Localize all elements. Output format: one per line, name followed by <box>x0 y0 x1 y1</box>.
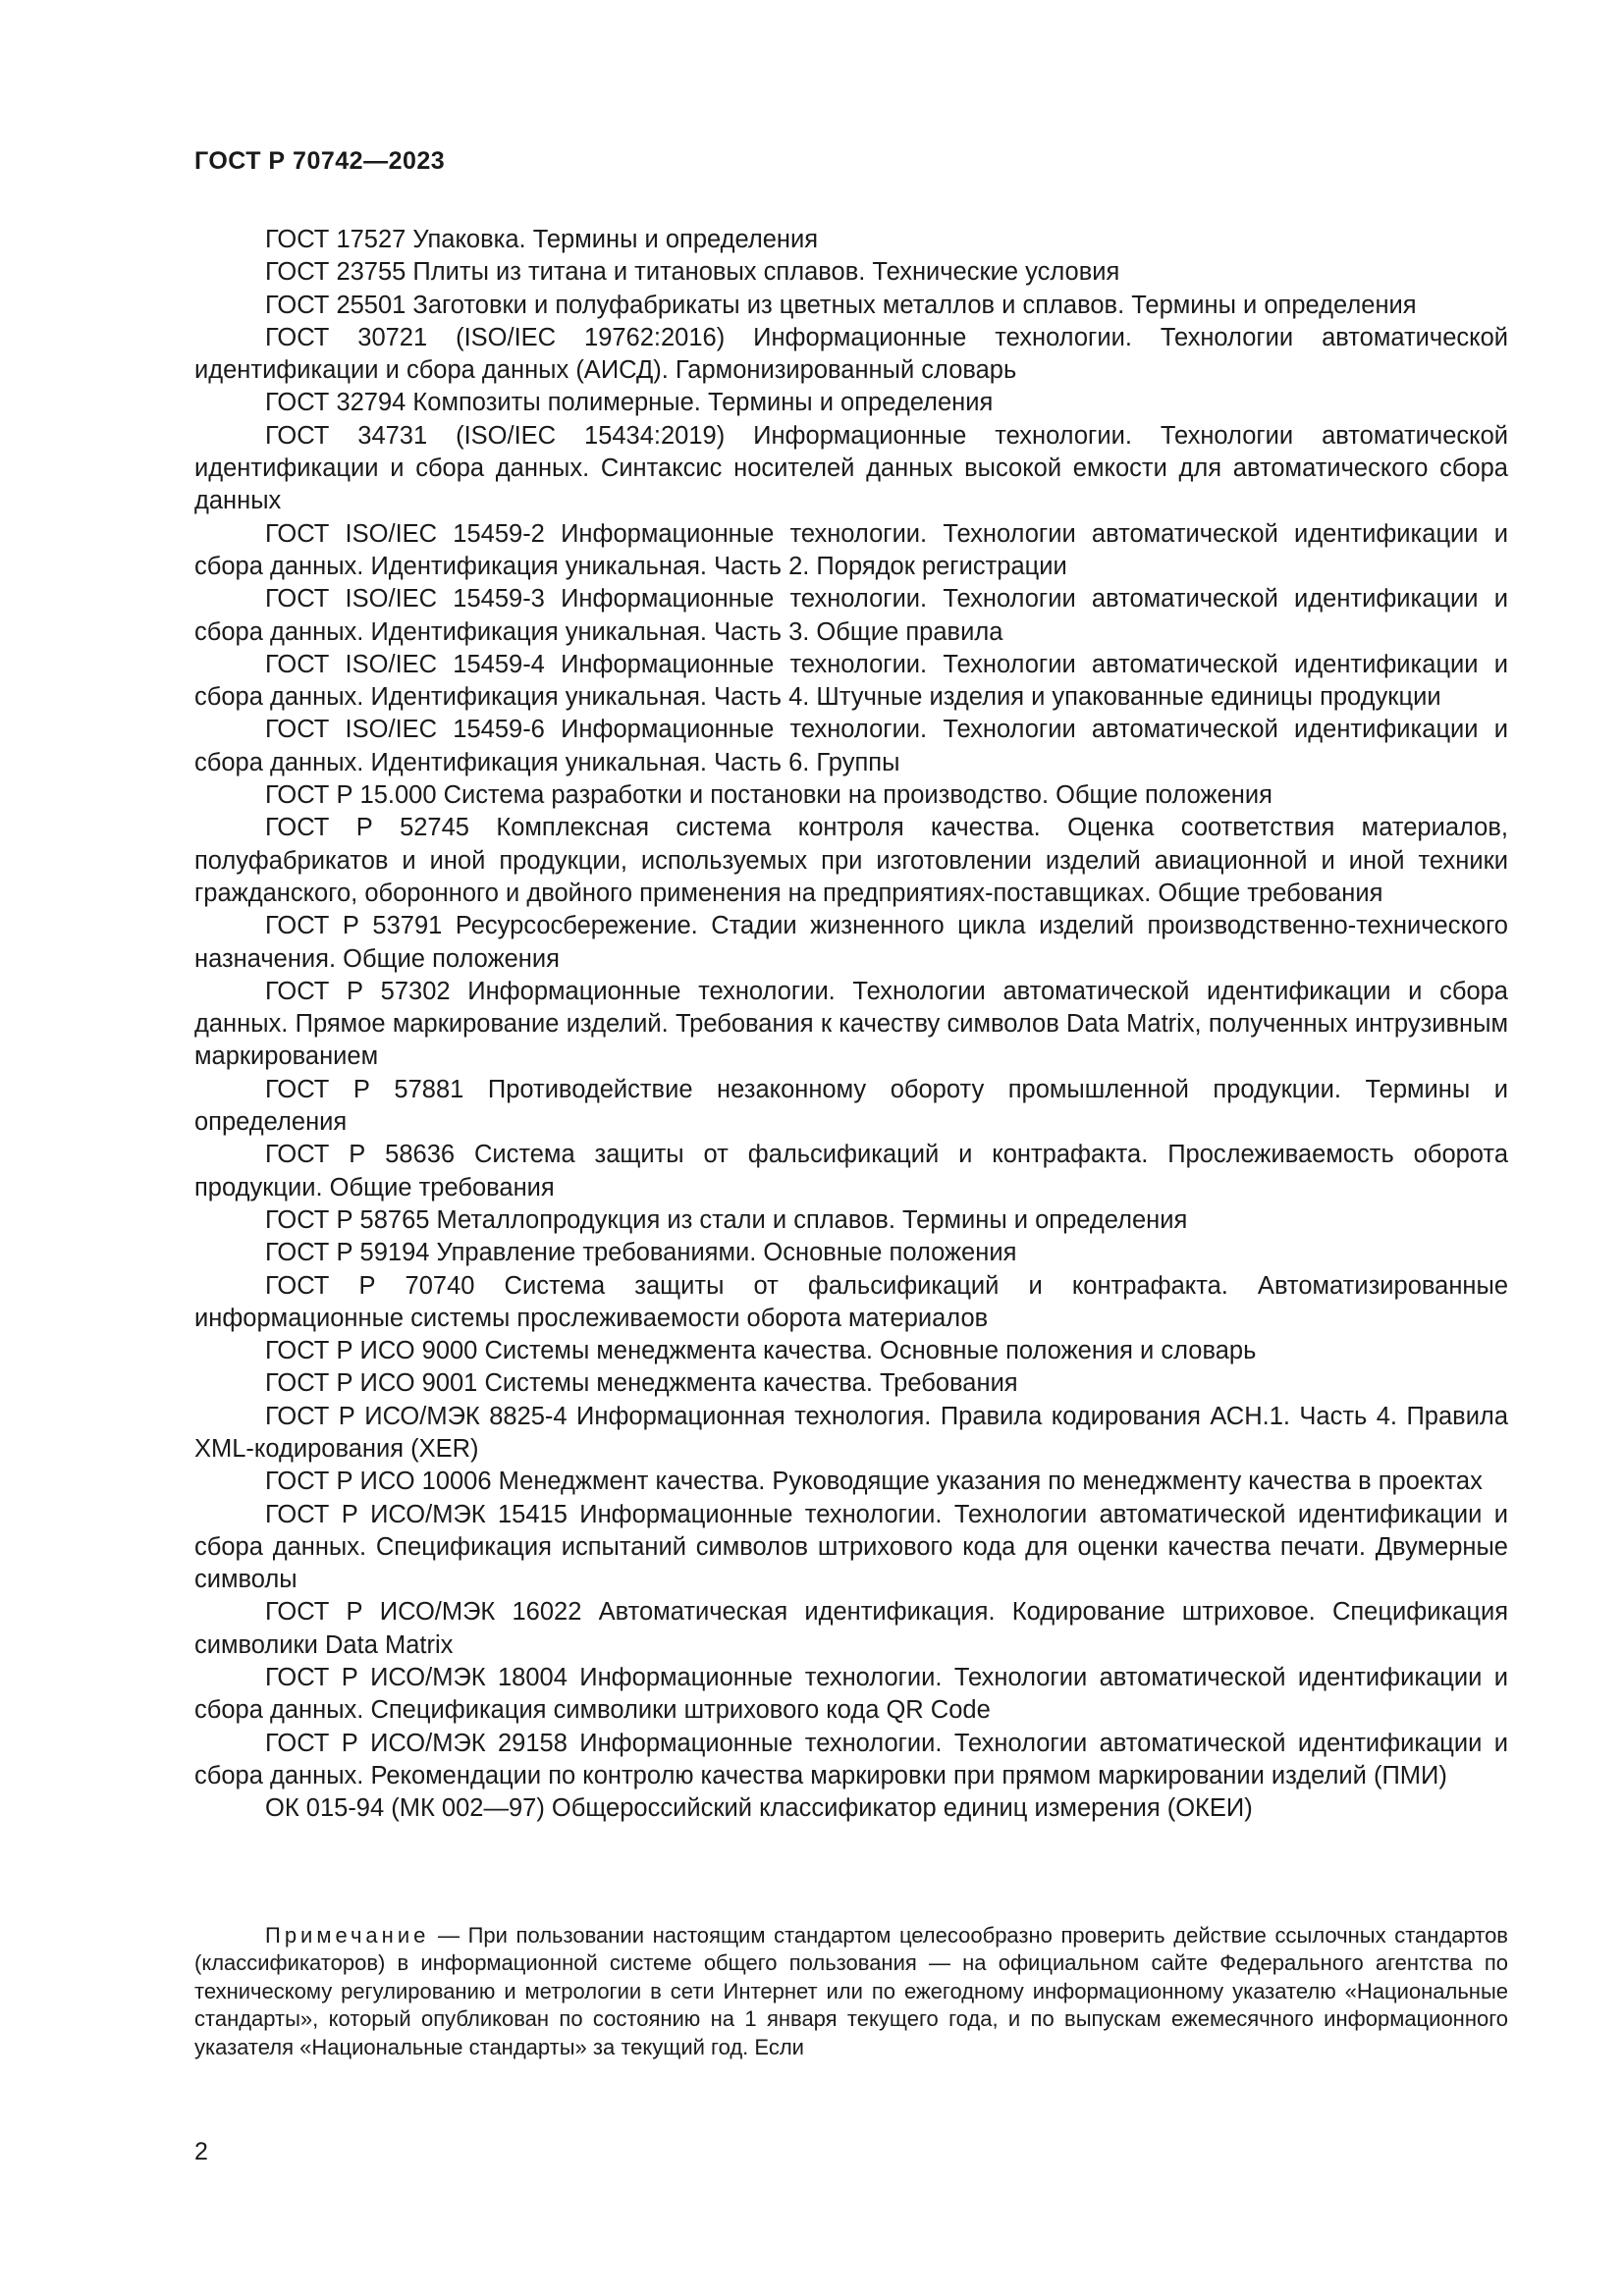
reference-item: ГОСТ Р ИСО 9001 Системы менеджмента качества. Требования <box>265 1369 1018 1398</box>
reference-item: ГОСТ Р 58636 Система защиты от фальсификаций и контрафакта. Прослеживаемость оборота продукции. Общие требования <box>194 1141 1508 1201</box>
reference-item: ГОСТ ISO/IEC 15459-4 Информационные технологии. Технологии автоматической идентификации и сбора данных. Идентификация уникальная. Часть 4. Штучные изделия и упакованные единицы продукции <box>194 650 1508 712</box>
reference-item: ГОСТ Р 52745 Комплексная система контроля качества. Оценка соответствия материалов, полуфабрикатов и иной продукции, используемых при изготовлении изделий авиационной и иной техники гражданского, оборонного и двойного применения на предприятиях-поставщиках. Общие требования <box>194 814 1508 907</box>
reference-item: ГОСТ 30721 (ISO/IEC 19762:2016) Информационные технологии. Технологии автоматической идентификации и сбора данных (АИСД). Гармонизированный словарь <box>194 323 1508 385</box>
reference-item: ГОСТ Р ИСО 10006 Менеджмент качества. Руководящие указания по менеджменту качества в проектах <box>265 1468 1483 1496</box>
reference-item: ГОСТ Р 57302 Информационные технологии. Технологии автоматической идентификации и сбора данных. Прямое маркирование изделий. Требования к качеству символов Data Matrix, полученных интрузивным маркированием <box>194 977 1508 1071</box>
document-header-code: ГОСТ Р 70742—2023 <box>194 147 446 175</box>
reference-item: ГОСТ 32794 Композиты полимерные. Термины и определения <box>265 389 994 417</box>
reference-item: ГОСТ Р ИСО/МЭК 16022 Автоматическая идентификация. Кодирование штриховое. Спецификация символики Data Matrix <box>194 1598 1508 1659</box>
note-paragraph <box>194 1922 1508 2061</box>
reference-item: ГОСТ Р ИСО/МЭК 8825-4 Информационная технология. Правила кодирования АСН.1. Часть 4. Правила XML-кодирования (XER) <box>194 1402 1508 1463</box>
reference-item: ГОСТ ISO/IEC 15459-6 Информационные технологии. Технологии автоматической идентификации и сбора данных. Идентификация уникальная. Часть 6. Группы <box>194 716 1508 776</box>
reference-item: ГОСТ Р ИСО 9000 Системы менеджмента качества. Основные положения и словарь <box>265 1337 1257 1365</box>
reference-item: ГОСТ ISO/IEC 15459-3 Информационные технологии. Технологии автоматической идентификации и сбора данных. Идентификация уникальная. Часть 3. Общие правила <box>194 585 1508 646</box>
reference-item: ГОСТ Р 59194 Управление требованиями. Основные положения <box>265 1239 1017 1267</box>
note-label: Примечание <box>265 1923 430 1948</box>
reference-item: ГОСТ Р 15.000 Система разработки и постановки на производство. Общие положения <box>265 781 1272 810</box>
reference-item: ГОСТ Р ИСО/МЭК 15415 Информационные технологии. Технологии автоматической идентификации и сбора данных. Спецификация испытаний символов штрихового кода для оценки качества печати. Двумерные символы <box>194 1500 1508 1594</box>
reference-item: ОК 015-94 (МК 002—97) Общероссийский классификатор единиц измерения (ОКЕИ) <box>265 1794 1253 1823</box>
page-number: 2 <box>194 2138 208 2165</box>
reference-item: ГОСТ 17527 Упаковка. Термины и определения <box>265 226 819 253</box>
reference-item: ГОСТ 25501 Заготовки и полуфабрикаты из цветных металлов и сплавов. Термины и определения <box>265 291 1417 319</box>
reference-item: ГОСТ Р ИСО/МЭК 29158 Информационные технологии. Технологии автоматической идентификации и сбора данных. Рекомендации по контролю качества маркировки при прямом маркировании изделий (ПМИ) <box>194 1729 1508 1789</box>
normative-references-list <box>194 224 1508 1826</box>
reference-item: ГОСТ 34731 (ISO/IEC 15434:2019) Информационные технологии. Технологии автоматической идентификации и сбора данных. Синтаксис носителей данных высокой емкости для автоматического сбора данных <box>194 421 1508 515</box>
reference-item: ГОСТ Р ИСО/МЭК 18004 Информационные технологии. Технологии автоматической идентификации и сбора данных. Спецификация символики штрихового кода QR Code <box>194 1664 1508 1725</box>
reference-item: ГОСТ Р 58765 Металлопродукция из стали и сплавов. Термины и определения <box>265 1205 1188 1234</box>
note-text: — При пользовании настоящим стандартом целесообразно проверить действие ссылочных стандартов (классификаторов) в информационной системе общего пользования — на официальном сайте Федерального агентства по техническому регулированию и метрологии в сети Интернет или по ежегодному информационному указателю «Национальные стандарты», который опубликован по состоянию на 1 января текущего года, и по выпускам ежемесячного информационного указателя «Национальные стандарты» за текущий год. Если <box>194 1923 1508 2059</box>
reference-item: ГОСТ 23755 Плиты из титана и титановых сплавов. Технические условия <box>265 258 1120 287</box>
reference-item: ГОСТ Р 53791 Ресурсосбережение. Стадии жизненного цикла изделий производственно-технического назначения. Общие положения <box>194 912 1508 973</box>
reference-item: ГОСТ ISO/IEC 15459-2 Информационные технологии. Технологии автоматической идентификации и сбора данных. Идентификация уникальная. Часть 2. Порядок регистрации <box>194 519 1508 580</box>
reference-item: ГОСТ Р 57881 Противодействие незаконному обороту промышленной продукции. Термины и определения <box>194 1075 1508 1137</box>
reference-item: ГОСТ Р 70740 Система защиты от фальсификаций и контрафакта. Автоматизированные информационные системы прослеживаемости оборота материалов <box>194 1271 1508 1332</box>
